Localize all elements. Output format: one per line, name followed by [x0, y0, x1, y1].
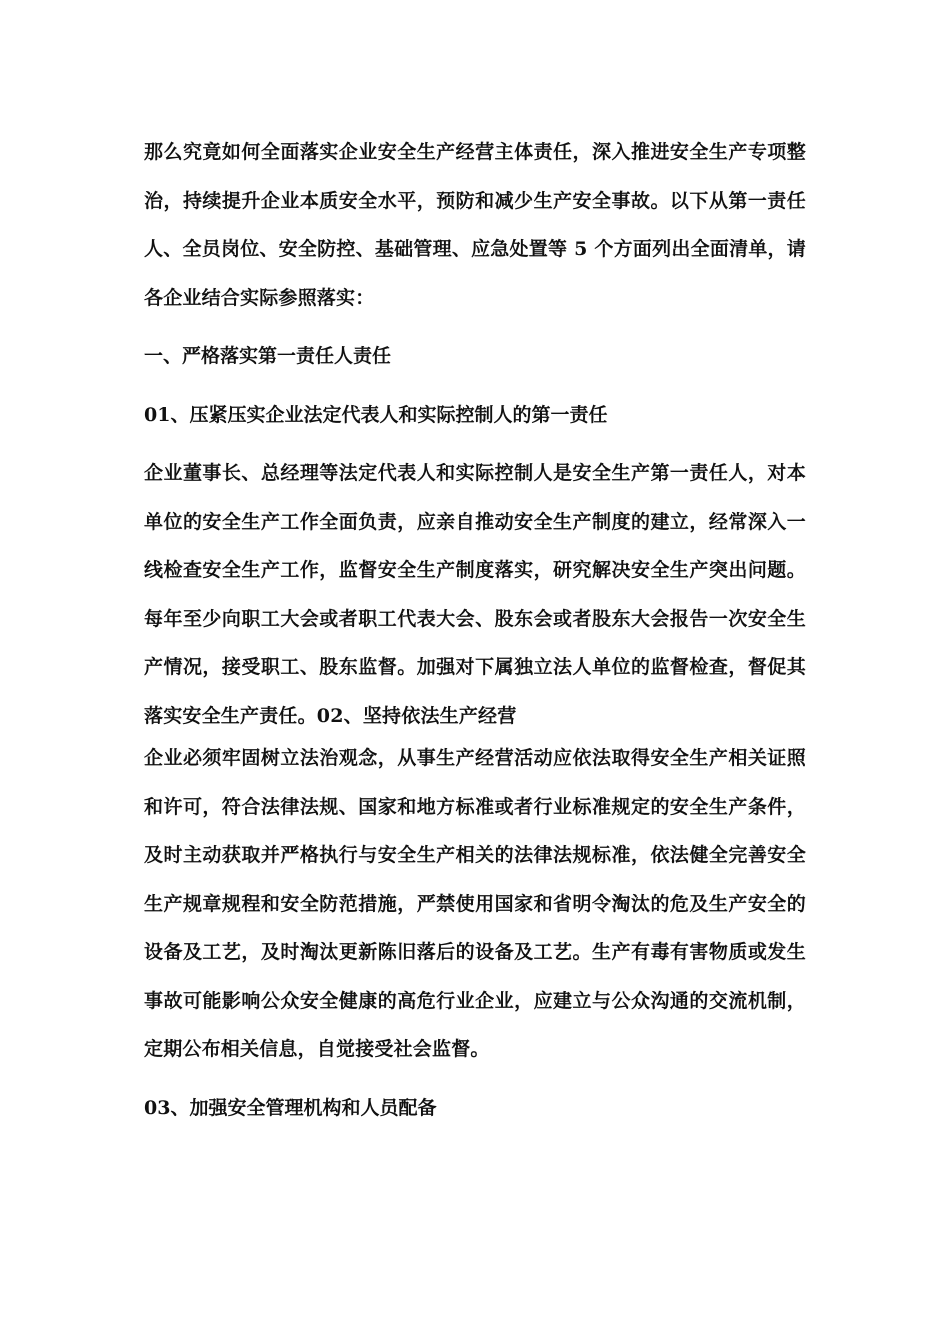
item-02-paragraph: 企业必须牢固树立法治观念，从事生产经营活动应依法取得安全生产相关证照和许可，符合法律法规、国家和地方标准或者行业标准规定的安全生产条件，及时主动获取并严格执行与安全生产相关的法律法规标准，依法健全完善安全生产规章规程和安全防范措施，严禁使用国家和省明令淘汰的危及生产安全的设备及工艺，及时淘汰更新陈旧落后的设备及工艺。生产有毒有害物质或发生事故可能影响公众安全健康的高危行业企业，应建立与公众沟通的交流机制，定期公布相关信息，自觉接受社会监督。: [144, 747, 806, 1060]
section-heading-1: 一、严格落实第一责任人责任: [144, 345, 392, 367]
document-page: [144, 128, 806, 1132]
item-01-heading: 01、压紧压实企业法定代表人和实际控制人的第一责任: [144, 403, 608, 426]
intro-paragraph: 那么究竟如何全面落实企业安全生产经营主体责任，深入推进安全生产专项整治，持续提升企业本质安全水平，预防和减少生产安全事故。以下从第一责任人、全员岗位、安全防控、基础管理、应急处置等 5 个方面列出全面清单，请各企业结合实际参照落实：: [144, 141, 806, 309]
item-03-heading: 03、加强安全管理机构和人员配备: [144, 1096, 437, 1119]
item-01-paragraph: 企业董事长、总经理等法定代表人和实际控制人是安全生产第一责任人，对本单位的安全生产工作全面负责，应亲自推动安全生产制度的建立，经常深入一线检查安全生产工作，监督安全生产制度落实，研究解决安全生产突出问题。每年至少向职工大会或者职工代表大会、股东会或者股东大会报告一次安全生产情况，接受职工、股东监督。加强对下属独立法人单位的监督检查，督促其落实安全生产责任。02、坚持依法生产经营: [144, 462, 806, 727]
